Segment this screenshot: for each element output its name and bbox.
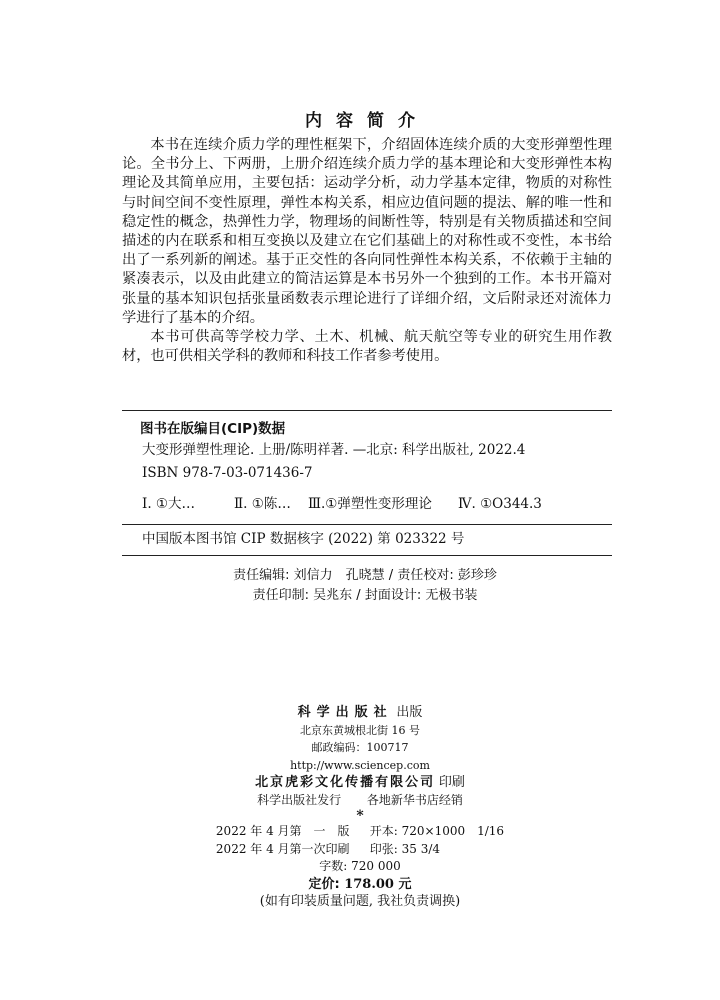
distribution-seller: 各地新华书店经销 (366, 792, 463, 807)
printing-date: 2022 年 4 月第一次印刷 (215, 841, 350, 856)
separator-star: * (356, 808, 364, 824)
cip-data-box (122, 410, 612, 556)
summary-paragraph: 本书在连续介质力学的理性框架下，介绍固体连续介质的大变形弹塑性理论。全书分上、下两册，上册介绍连续介质力学的基本理论和大变形弹性本构理论及其简单应用，主要包括：运动学分析，动力学基本定律，物质的对称性与时间空间不变性原理，弹性本构关系，相应边值问题的提法、解的唯一性和稳定性的概念，热弹性力学，物理场的间断性等，特别是有关物质描述和空间描述的内在联系和相互变换以及建立在它们基础上的对称性或不变性，本书给出了一系列新的阐述。基于正交性的各向同性弹性本构关系，不依赖于主轴的紧凑表示，以及由此建立的简洁运算是本书另外一个独到的工作。本书开篇对张量的基本知识包括张量函数表示理论进行了详细介绍，文后附录还对流体力学进行了基本的介绍。 (122, 137, 612, 326)
printing-row (216, 841, 504, 859)
distribution-publisher: 科学出版社发行 (257, 792, 342, 807)
credits-line-design: 责任印制: 吴兆东 / 封面设计: 无极书装 (252, 588, 478, 603)
cip-class-1: Ⅰ. ①大… (142, 496, 196, 512)
price-value: 178.00 元 (344, 876, 412, 892)
publisher-suffix: 出版 (396, 705, 423, 720)
publisher-website: http://www.sciencep.com (290, 758, 430, 772)
printer-name: 北京虎彩文化传播有限公司 (255, 775, 436, 790)
summary-title: 内容简介 (305, 111, 429, 131)
credits (0, 566, 720, 606)
printer-suffix: 印刷 (438, 775, 465, 790)
edition-date: 2022 年 4 月第 一 版 (215, 824, 350, 838)
cip-class-4: Ⅳ. ①O344.3 (458, 496, 542, 512)
publication-info (0, 704, 720, 911)
publisher-address: 北京东黄城根北街 16 号 (300, 723, 420, 737)
summary-paragraph: 本书可供高等学校力学、土木、机械、航天航空等专业的研究生用作教材，也可供相关学科的教师和科技工作者参考使用。 (122, 329, 612, 365)
summary-text (122, 136, 612, 366)
quality-notice: (如有印装质量问题, 我社负责调换) (259, 894, 461, 909)
price-line (0, 876, 720, 894)
sheet-count: 印张: 35 3/4 (369, 841, 441, 856)
format-size: 开本: 720×1000 1/16 (369, 824, 505, 838)
cip-classification (122, 493, 612, 516)
cip-class-2: Ⅱ. ①陈… (234, 496, 291, 512)
publisher-line (0, 704, 720, 722)
edition-row (216, 823, 504, 841)
publisher-postcode: 邮政编码：100717 (311, 741, 409, 754)
word-count: 字数: 720 000 (319, 859, 401, 873)
printer-line (0, 774, 720, 792)
credits-line-editors: 责任编辑: 刘信力 孔晓慧 / 责任校对: 彭珍珍 (233, 568, 497, 583)
cip-class-3: Ⅲ.①弹塑性变形理论 (308, 496, 432, 512)
cip-verification: 中国版本图书馆 CIP 数据核字 (2022) 第 023322 号 (122, 524, 612, 555)
cip-isbn: ISBN 978-7-03-071436-7 (142, 465, 313, 481)
price-label: 定价: (308, 876, 340, 892)
edition-block (216, 823, 504, 858)
publisher-name: 科学出版社 (297, 705, 393, 720)
cip-heading: 图书在版编目(CIP)数据 (140, 421, 286, 437)
cip-title-line: 大变形弹塑性理论. 上册/陈明祥著. —北京: 科学出版社, 2022.4 (142, 442, 526, 458)
distribution-line (0, 792, 720, 810)
